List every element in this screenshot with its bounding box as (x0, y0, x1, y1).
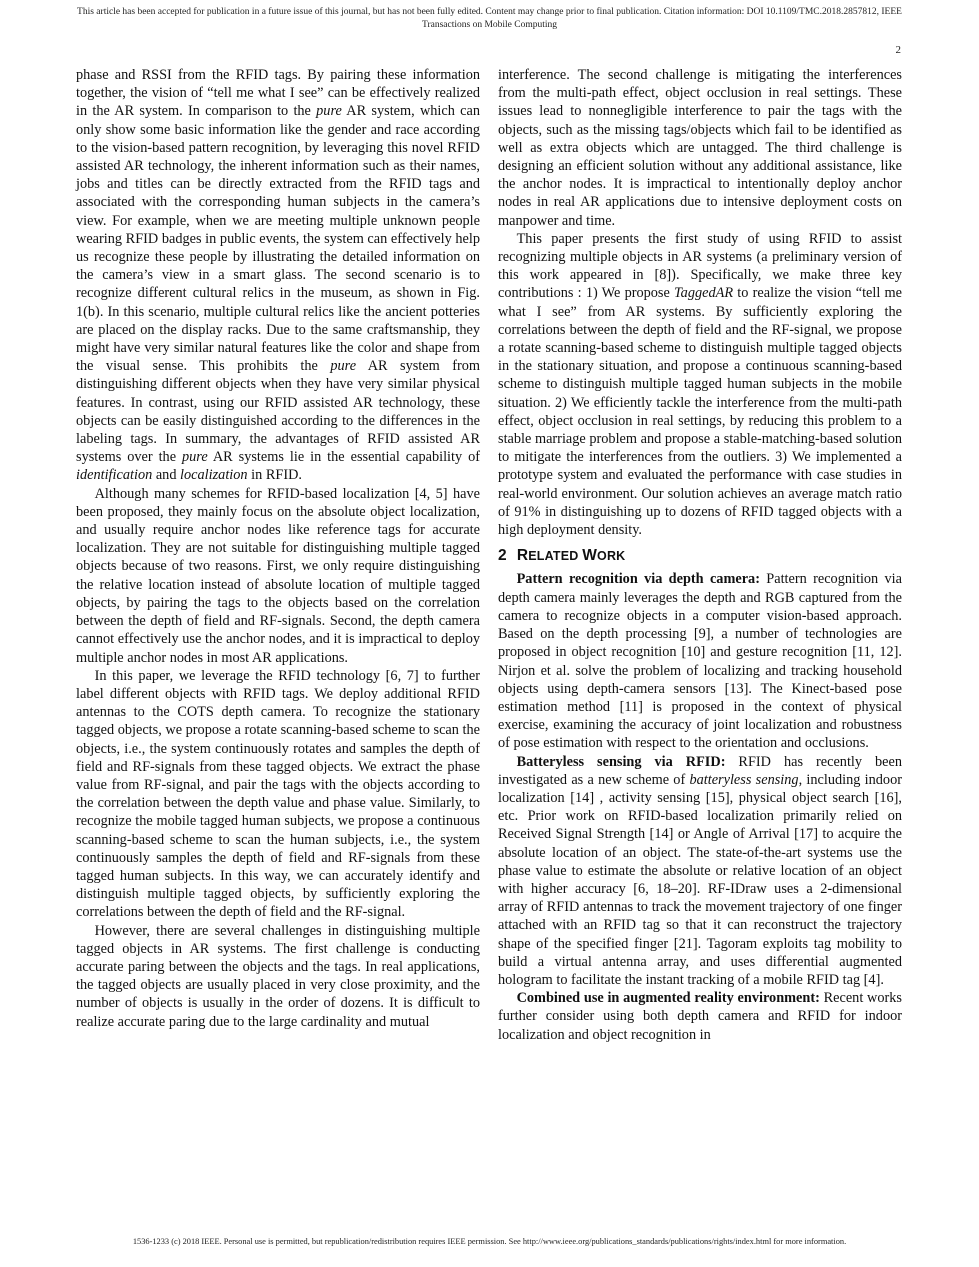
notice-line-1: This article has been accepted for publication in a future issue of this journal, but has not been fully edited. Content may change prior to final publication. Citation information: DOI 10.1109/TMC.2018.2857812, IEEE (77, 7, 902, 17)
paragraph-contributions: This paper presents the first study of using RFID to assist recognizing multiple objects in AR systems (a preliminary version of this work appeared in [8]). Specifically, we make three key contributions : 1) We propose TaggedAR to realize the vision “tell me what I see” from AR systems. By sufficiently exploring the correlations between the depth of field and the RF-signal, we propose a rotate scanning-based scheme to distinguish multiple tagged objects in the stationary situation, and propose a continuous scanning-based scheme to distinguish multiple tagged human subjects in the mobile situation. 2) We efficiently tackle the interference from the multi-path effect, object occlusion in real settings, by reducing this problem to a stable marriage problem and propose a stable-matching-based solution to mitigate the interferences from the outliers. 3) We implemented a prototype system and evaluated the performance with case studies in real-world environment. Our solution achieves an average match ratio of 91% in distinguishing up to dozens of RFID tagged objects with a high deployment density. (498, 230, 902, 539)
paragraph-continued: phase and RSSI from the RFID tags. By pairing these information together, the vision of “tell me what I see” can be effectively realized in the AR system. In comparison to the pure AR system, which can only show some basic information like the gender and race according to the vision-based pattern recognition, by leveraging this novel RFID assisted AR technology, the inherent information such as their names, jobs and titles can be directly extracted from the RFID tags and associated with the corresponding human subjects in the camera’s view. For example, when we are meeting multiple unknown people wearing RFID badges in public events, the system can effectively help us recognize these people by illustrating the detailed information on the camera’s view in a smart glass. The second scenario is to recognize different cultural relics in the museum, as shown in Fig. 1(b). In this scenario, multiple cultural relics like the ancient potteries are placed on the display racks. Due to the same craftsmanship, they might have very similar natural features like the color and shape from the visual sense. This prohibits the pure AR system from distinguishing different objects when they have very similar physical features. In contrast, using our RFID assisted AR technology, these objects can be easily distinguished according to the differences in the labeling tags. In summary, the advantages of RFID assisted AR systems over the pure AR systems lie in the essential capability of identification and localization in RFID. (76, 67, 480, 484)
notice-line-2: Transactions on Mobile Computing (421, 20, 558, 30)
paragraph-approach: In this paper, we leverage the RFID technology [6, 7] to further label different objects with RFID tags. We deploy additional RFID antennas to the COTS depth camera. To recognize the stationary tagged objects, we propose a rotate scanning-based scheme to scan the objects, i.e., the system continuously rotates and samples the depth of field and RF-signals from these tagged objects. We extract the phase value from RF-signal, and pair the tags with the objects according to the correlation between the depth value and phase value. Similarly, to recognize the mobile tagged human subjects, we propose a continuous scanning-based scheme to scan the human subjects, i.e., the system continuously samples the depth of field and RF-signals from these tagged human subjects. In this way, we can accurately identify and distinguish multiple tagged objects, by sufficiently exploring the correlations between the depth of field and the RF-signal. (76, 667, 480, 921)
copyright-footer: 1536-1233 (c) 2018 IEEE. Personal use is permitted, but republication/redistribution requires IEEE permission. See http://www.ieee.org/publications_standards/publications/rights/index.html for more information. (132, 1237, 847, 1246)
right-column (498, 66, 902, 1044)
paragraph-lead: Combined use in augmented reality environment: (516, 990, 820, 1007)
publication-notice (0, 6, 979, 32)
left-column (76, 66, 480, 1031)
paragraph-localization: Although many schemes for RFID-based localization [4, 5] have been proposed, they mainly focus on the absolute object localization, and usually require anchor nodes like reference tags for accurate localization. They are not suitable for distinguishing multiple tagged objects because of two reasons. First, we only require distinguishing the relative location instead of absolute location of multiple tagged objects, by pairing the tags to the objects based on the correlation between the depth of field and RF-signals. Second, the depth camera cannot effectively use the anchor nodes, and it is impractical to deploy multiple anchor nodes in most AR applications. (76, 485, 480, 666)
paragraph-batteryless-sensing: Batteryless sensing via RFID: RFID has recently been investigated as a new scheme of batteryless sensing, including indoor localization [14] , activity sensing [15], physical object search [16], etc. Prior work on RFID-based localization primarily relied on Received Signal Strength [14] or Angle of Arrival [17] to acquire the absolute location of an object. The state-of-the-art systems use the phase value to estimate the absolute or relative location of an object with higher accuracy [6, 18–20]. RF-IDraw uses a 2-dimensional array of RFID antennas to track the movement trajectory of one finger attached with an RFID tag so that it can reconstruct the trajectory shape of the specified finger [21]. Tagoram exploits tag mobility to build a virtual antenna array, and uses differential augmented hologram to facilitate the instant tracking of a mobile RFID tag [4]. (498, 753, 902, 988)
paragraph-interference: interference. The second challenge is mitigating the interferences from the multi-path effect, object occlusion in real settings. These issues lead to nonnegligible interference to pair the tags with the objects, such as the missing tags/objects which fail to be identified as well as extra objects which are untagged. The third challenge is designing an efficient solution without any additional assistance, like the anchor nodes. It is impractical to intentionally deploy anchor nodes in real AR applications due to intensive deployment costs on manpower and time. (498, 67, 902, 229)
section-number: 2 (498, 547, 507, 565)
paragraph-combined-use: Combined use in augmented reality environment: Recent works further consider using both depth camera and RFID for indoor localization and object recognition in (498, 990, 902, 1043)
section-heading-related-work: 2 RELATED WORK (498, 547, 626, 565)
page-number: 2 (895, 44, 901, 56)
paragraph-challenges: However, there are several challenges in distinguishing multiple tagged objects in AR systems. The first challenge is conducting accurate paring between the objects and the tags. In real applications, the tagged objects are usually placed in very close proximity, and the number of objects is usually in the order of dozens. It is difficult to realize accurate paring due to the large cardinality and mutual (76, 922, 480, 1030)
paragraph-pattern-recognition: Pattern recognition via depth camera: Pattern recognition via depth camera mainly leverages the depth and RGB captured from the camera to recognize objects in a computer vision-based approach. Based on the depth processing [9], a number of technologies are proposed in object recognition [10] and gesture recognition [11, 12]. Nirjon et al. solve the problem of localizing and tracking household objects using depth-camera sensors [13]. The Kinect-based pose estimation method [11] is proposed in the context of physical exercise, examining the accuracy of joint localization and robustness of pose estimation with respect to the orientation and occlusions. (498, 571, 902, 752)
paragraph-lead: Pattern recognition via depth camera: (516, 571, 760, 588)
paragraph-lead: Batteryless sensing via RFID: (516, 753, 726, 770)
